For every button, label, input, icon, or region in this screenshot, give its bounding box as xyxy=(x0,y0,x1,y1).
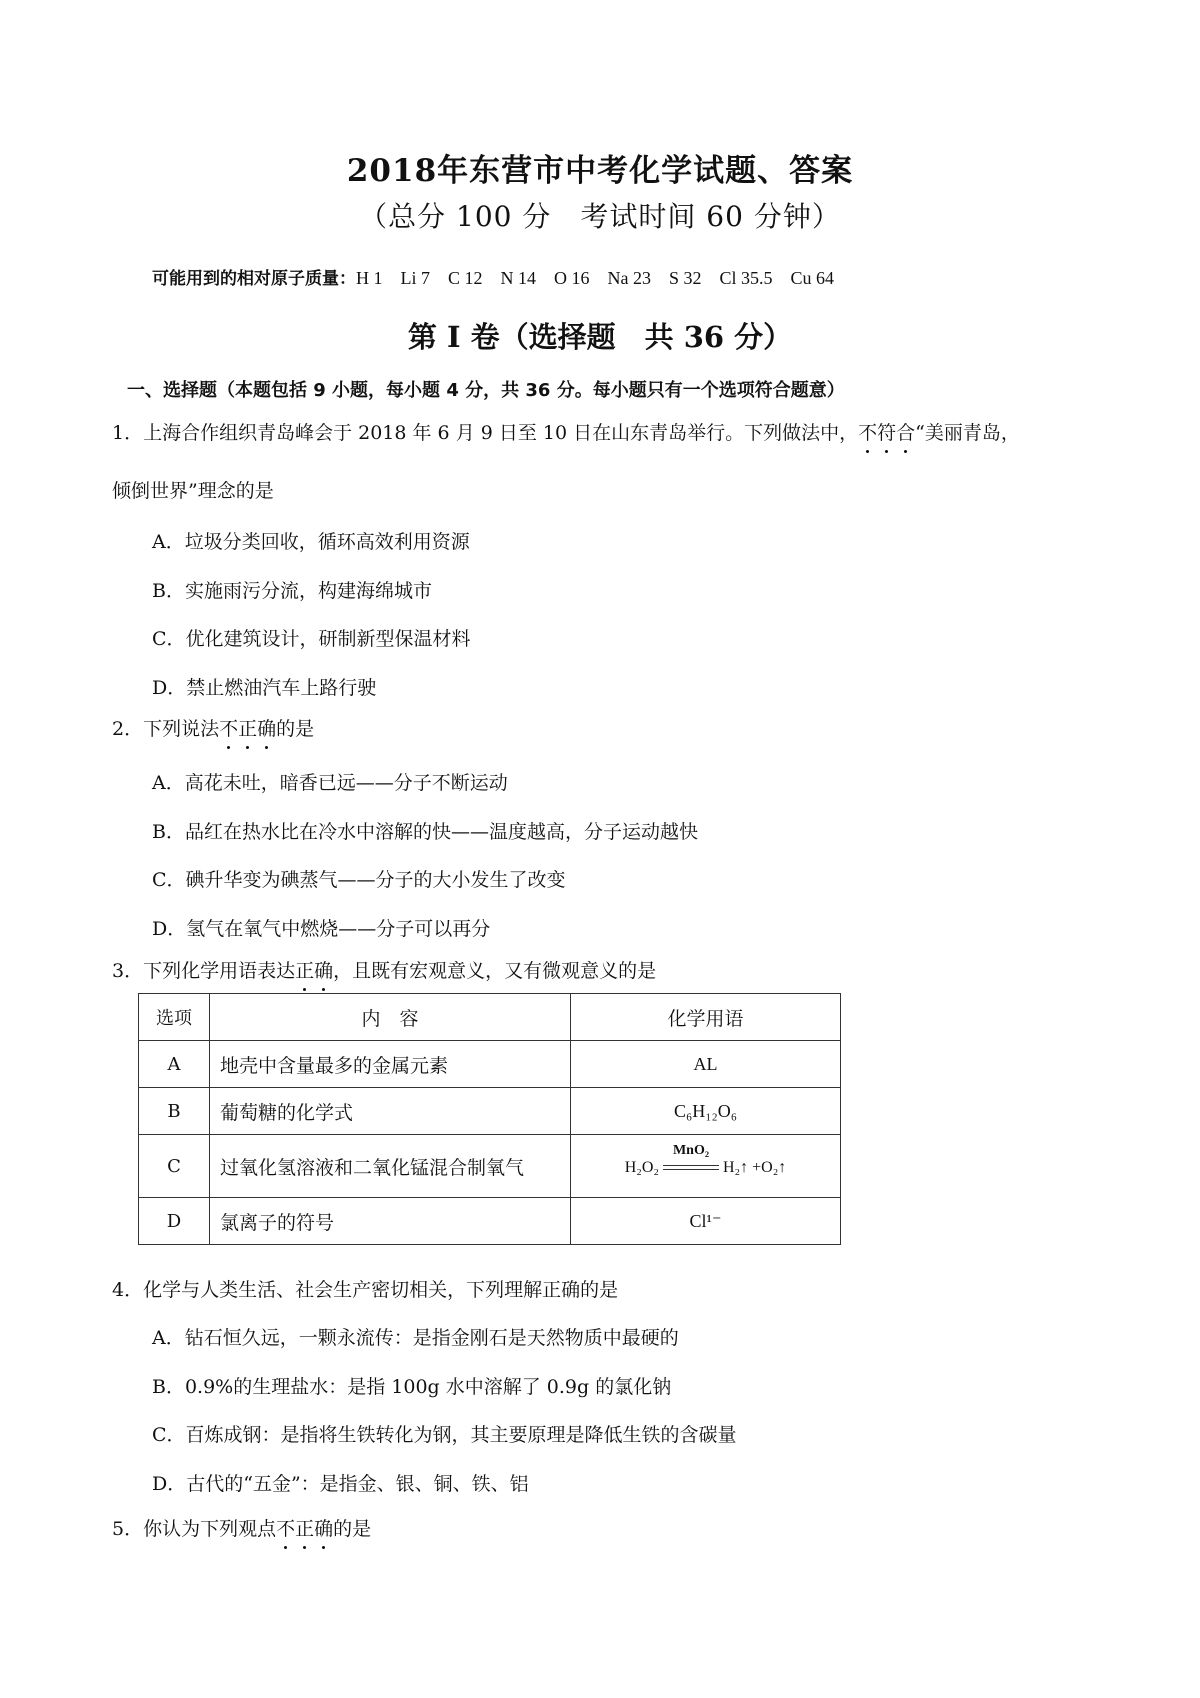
emphasis-char: 确 xyxy=(314,1514,333,1541)
table-cell-option: A xyxy=(139,1041,210,1088)
table-row xyxy=(139,1088,841,1135)
table-cell-option: D xyxy=(139,1198,210,1245)
emphasis-char: 正 xyxy=(238,714,257,741)
emphasis-char: 不 xyxy=(219,714,238,741)
page-title: 2018年东营市中考化学试题、答案 xyxy=(346,153,854,189)
table-header-row xyxy=(139,994,841,1041)
question-2-stem: 2．下列说法不正确的是 xyxy=(112,714,314,741)
table-cell-content: 葡萄糖的化学式 xyxy=(210,1088,571,1135)
table-header: 选项 xyxy=(139,994,210,1041)
table-cell-content: 氯离子的符号 xyxy=(210,1198,571,1245)
chemical-equation xyxy=(624,1142,787,1177)
atomic-mass-values: H 1 Li 7 C 12 N 14 O 16 Na 23 S 32 Cl 35.5 Cu 64 xyxy=(356,268,835,288)
table-cell-content: 过氧化氢溶液和二氧化锰混合制氧气 xyxy=(210,1135,571,1198)
part-heading: 一、选择题（本题包括 9 小题，每小题 4 分，共 36 分。每小题只有一个选项符合题意） xyxy=(127,380,845,401)
equation-catalyst: MnO₂ xyxy=(672,1142,710,1158)
question-1-stem-line2: 倾倒世界”理念的是 xyxy=(112,480,274,502)
table-row xyxy=(139,1135,841,1198)
question-5-stem: 5．你认为下列观点不正确的是 xyxy=(112,1514,371,1541)
atomic-mass-label: 可能用到的相对原子质量： xyxy=(152,269,356,289)
emphasis-char: 确 xyxy=(314,956,333,983)
question-4-option-b: B．0.9%的生理盐水：是指 100g 水中溶解了 0.9g 的氯化钠 xyxy=(152,1376,672,1398)
table-header: 化学用语 xyxy=(571,994,841,1041)
table-cell-term: AL xyxy=(571,1041,841,1088)
question-3-stem: 3．下列化学用语表达正确，且既有宏观意义，又有微观意义的是 xyxy=(112,956,656,983)
question-1-stem: 1．上海合作组织青岛峰会于 2018 年 6 月 9 日至 10 日在山东青岛举行。下列做法中，不符合“美丽青岛， xyxy=(112,418,1020,445)
table-cell-option: B xyxy=(139,1088,210,1135)
question-2-option-b: B．品红在热水比在冷水中溶解的快——温度越高，分子运动越快 xyxy=(152,821,698,843)
emphasis-char: 正 xyxy=(295,956,314,983)
question-1-option-d: D．禁止燃油汽车上路行驶 xyxy=(152,677,377,699)
question-4-stem: 4．化学与人类生活、社会生产密切相关，下列理解正确的是 xyxy=(112,1279,619,1301)
table-cell-option: C xyxy=(139,1135,210,1198)
emphasis-char: 符 xyxy=(877,418,896,445)
question-2-option-d: D．氢气在氧气中燃烧——分子可以再分 xyxy=(152,918,491,940)
emphasis-char: 正 xyxy=(295,1514,314,1541)
table-cell-content: 地壳中含量最多的金属元素 xyxy=(210,1041,571,1088)
emphasis-char: 确 xyxy=(257,714,276,741)
question-2-option-a: A．高花未吐，暗香已远——分子不断运动 xyxy=(152,772,508,794)
table-cell-equation xyxy=(571,1135,841,1198)
emphasis-char: 合 xyxy=(896,418,915,445)
equation-products: H₂↑ +O₂↑ xyxy=(722,1158,787,1176)
table-header: 内 容 xyxy=(210,994,571,1041)
emphasis-char: 不 xyxy=(276,1514,295,1541)
question-1-option-c: C．优化建筑设计，研制新型保温材料 xyxy=(152,628,471,650)
table-row xyxy=(139,1198,841,1245)
section-title: 第 I 卷（选择题 共 36 分） xyxy=(407,320,793,354)
question-1-option-b: B．实施雨污分流，构建海绵城市 xyxy=(152,580,432,602)
table-cell-term: Cl¹⁻ xyxy=(571,1198,841,1245)
table-row xyxy=(139,1041,841,1088)
page-subtitle: （总分 100 分 考试时间 60 分钟） xyxy=(359,200,841,233)
question-1-option-a: A．垃圾分类回收，循环高效利用资源 xyxy=(152,531,470,553)
emphasis-char: 不 xyxy=(858,418,877,445)
question-4-option-d: D．古代的“五金”：是指金、银、铜、铁、铝 xyxy=(152,1473,529,1495)
table-cell-term: C₆H₁₂O₆ xyxy=(571,1088,841,1135)
question-4-option-c: C．百炼成钢：是指将生铁转化为钢，其主要原理是降低生铁的含碳量 xyxy=(152,1424,737,1446)
question-2-option-c: C．碘升华变为碘蒸气——分子的大小发生了改变 xyxy=(152,869,566,891)
question-4-option-a: A．钻石恒久远，一颗永流传：是指金刚石是天然物质中最硬的 xyxy=(152,1327,679,1349)
atomic-mass-line xyxy=(152,264,834,290)
reaction-condition-arrow xyxy=(663,1142,719,1173)
question-3-table xyxy=(138,993,841,1245)
equation-reactant: H₂O₂ xyxy=(624,1158,659,1176)
